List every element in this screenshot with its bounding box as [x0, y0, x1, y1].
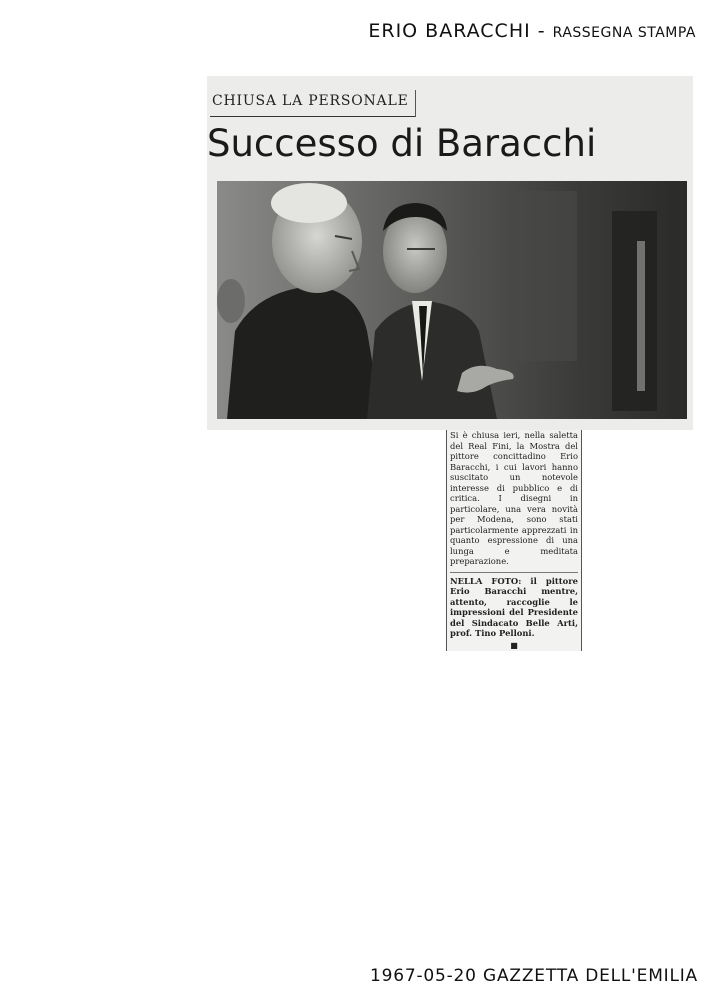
- clipping-kicker: CHIUSA LA PERSONALE: [212, 93, 409, 109]
- news-photo-illustration: [217, 181, 687, 419]
- source-date-footer: 1967-05-20 GAZZETTA DELL'EMILIA: [369, 966, 698, 986]
- caption-lead: NELLA FOTO:: [450, 575, 522, 586]
- photo-caption: [450, 576, 578, 639]
- kicker-underline: [210, 116, 415, 117]
- caption-text: il pittore Erio Baracchi mentre, attento, raccoglie le impressioni del Presidente del Sindacato Belle Arti, prof. Tino Pelloni.: [450, 575, 578, 638]
- article-separator: [450, 572, 578, 573]
- kicker-divider: [415, 90, 416, 117]
- page-header-title: [368, 20, 696, 42]
- news-photo: [217, 181, 687, 419]
- end-mark: ■: [510, 640, 518, 650]
- article-body: Si è chiusa ieri, nella saletta del Real Fini, la Mostra del pittore concittadino Erio Baracchi, i cui lavori hanno suscitato un notevole interesse di pubblico e di critica. I disegni in particolare, una vera novità per Modena, sono stati particolarmente apprezzati in quanto espressione di una lunga e meditata preparazione.: [450, 430, 578, 566]
- newspaper-clipping: [207, 76, 693, 430]
- header-title-main: ERIO BARACCHI -: [368, 20, 553, 42]
- clipping-headline: Successo di Baracchi: [207, 122, 597, 165]
- article-column: [446, 430, 582, 651]
- header-title-sub: RASSEGNA STAMPA: [552, 25, 696, 41]
